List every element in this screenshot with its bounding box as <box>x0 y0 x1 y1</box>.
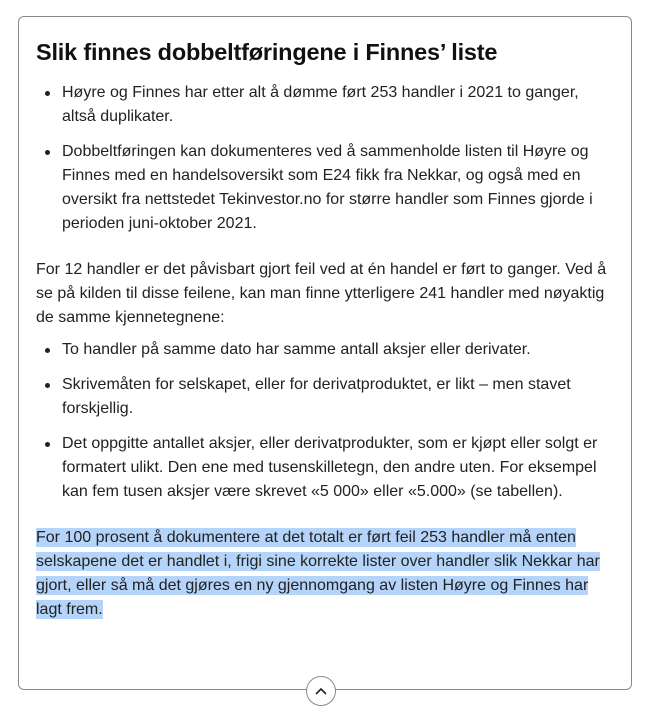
paragraph-intro: For 12 handler er det påvisbart gjort feil ved at én handel er ført to ganger. Ved å se på kilden til disse feilene, kan man finne ytterligere 241 handler med nøyaktig de samme kjennetegnene: <box>36 261 607 326</box>
list-item: Det oppgitte antallet aksjer, eller derivatprodukter, som er kjøpt eller solgt er formatert ulikt. Den ene med tusenskilletegn, den andre uten. For eksempel kan fem tusen aksjer være skrevet «5 000» eller «5.000» (se tabellen). <box>62 432 613 504</box>
collapse-button[interactable] <box>306 676 336 706</box>
bullet-list-characteristics <box>36 338 613 504</box>
fact-box-title: Slik finnes dobbeltføringene i Finnes’ liste <box>36 39 498 65</box>
list-item: Høyre og Finnes har etter alt å dømme ført 253 handler i 2021 to ganger, altså duplikater. <box>62 81 613 129</box>
paragraph-conclusion <box>36 526 613 622</box>
chevron-up-icon <box>315 687 327 695</box>
bullet-list-summary <box>36 81 613 236</box>
selected-text[interactable]: For 100 prosent å dokumentere at det totalt er ført feil 253 handler må enten selskapene det er handlet i, frigi sine korrekte lister over handler slik Nekkar har gjort, eller så må det gjøres en ny gjennomgang av listen Høyre og Finnes har lagt frem. <box>36 529 600 618</box>
list-item: To handler på samme dato har samme antall aksjer eller derivater. <box>62 338 613 362</box>
list-item: Skrivemåten for selskapet, eller for derivatproduktet, er likt – men stavet forskjellig. <box>62 373 613 421</box>
fact-box <box>18 16 632 690</box>
list-item: Dobbeltføringen kan dokumenteres ved å sammenholde listen til Høyre og Finnes med en handelsoversikt som E24 fikk fra Nekkar, og også med en oversikt fra nettstedet Tekinvestor.no for større handler som Finnes gjorde i perioden juni-oktober 2021. <box>62 140 613 236</box>
fact-box-content <box>19 17 631 622</box>
